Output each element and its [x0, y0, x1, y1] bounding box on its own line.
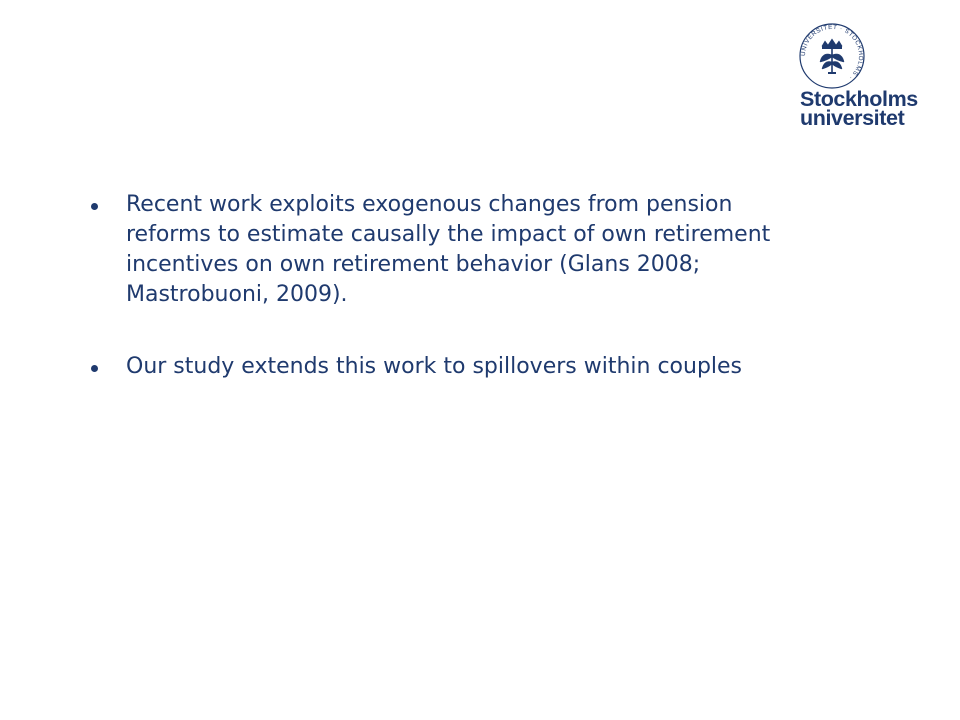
university-seal-icon	[798, 22, 866, 90]
bullet-item	[86, 190, 786, 310]
bullet-text: Our study extends this work to spillovers within couples	[126, 354, 743, 379]
bullet-item	[86, 352, 786, 382]
bullet-dot-icon	[91, 365, 98, 372]
stockholm-university-logo	[796, 22, 936, 134]
wordmark-line-1: Stockholms	[800, 87, 918, 111]
university-wordmark	[800, 87, 936, 130]
bullet-dot-icon	[91, 203, 98, 210]
bullet-list	[86, 190, 786, 424]
svg-text:UNIVERSITET · STOCKHOLMS ·: UNIVERSITET · STOCKHOLMS ·	[799, 23, 865, 82]
bullet-text: Recent work exploits exogenous changes from pension reforms to estimate causally the impact of own retirement incentives on own retirement behavior (Glans 2008; Mastrobuoni, 2009).	[126, 192, 771, 307]
wordmark-line-2: universitet	[800, 106, 905, 130]
